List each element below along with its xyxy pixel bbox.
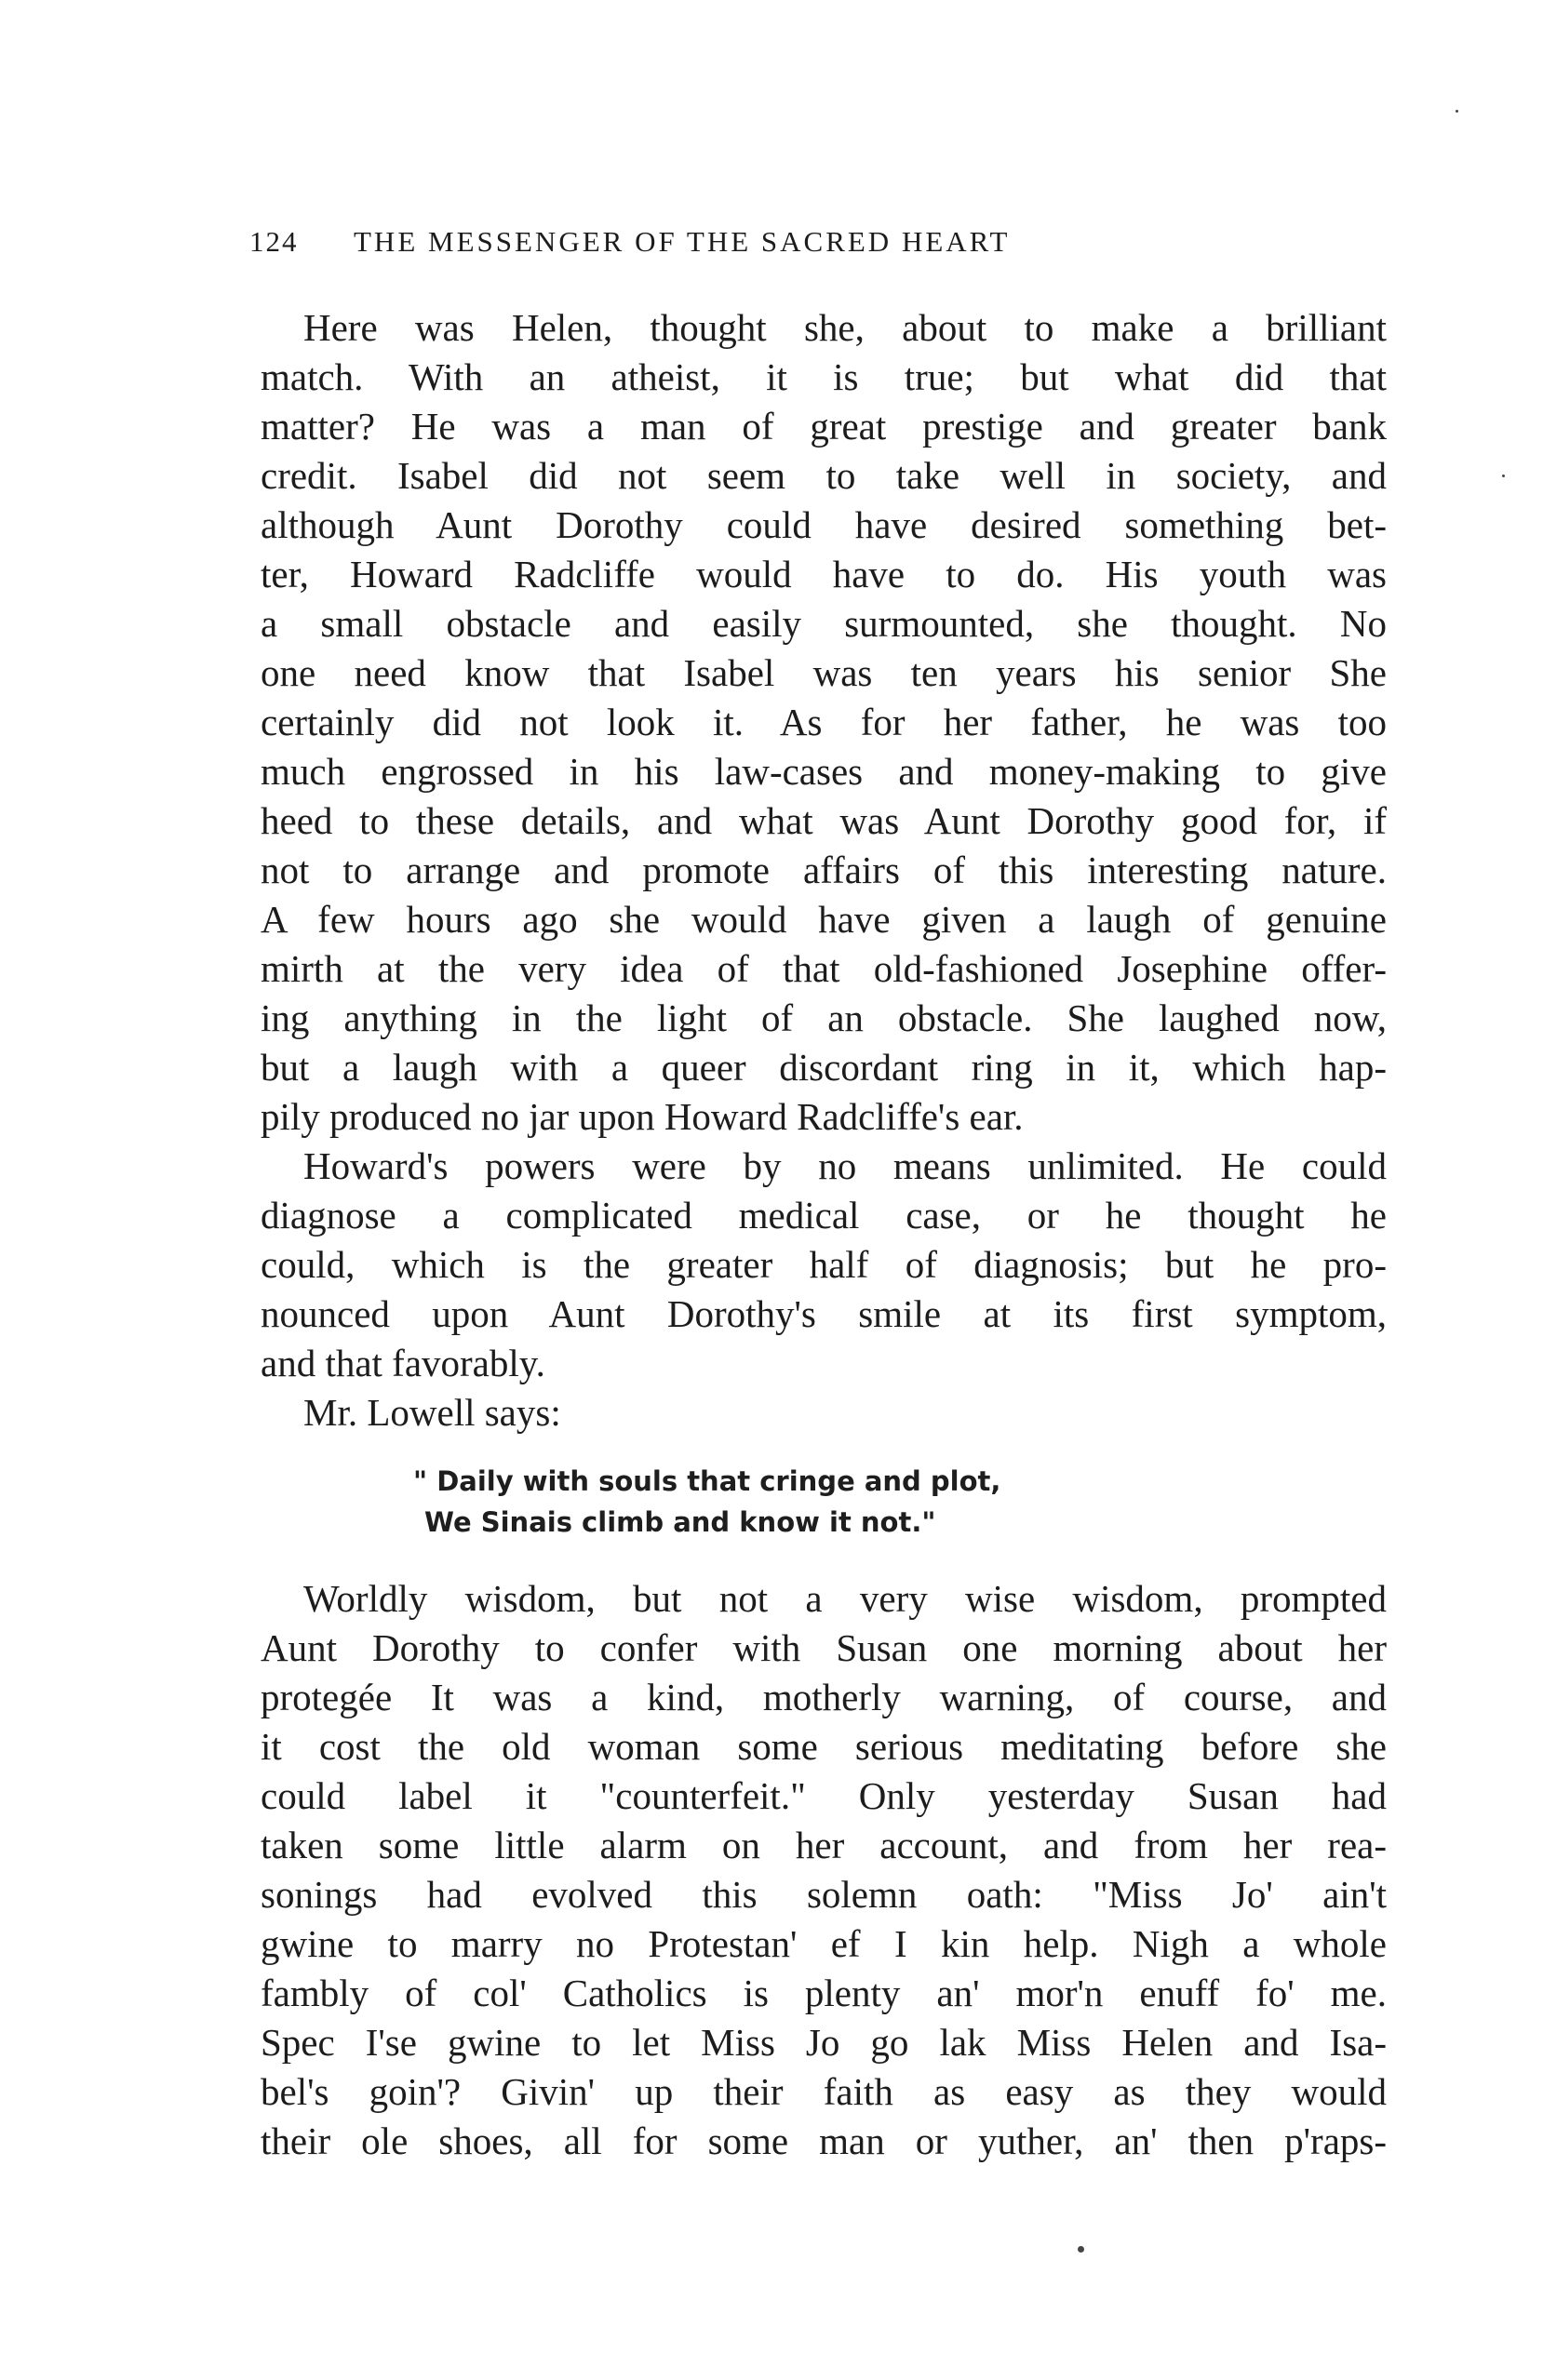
text-line: could, which is the greater half of diagnosis; but he pro- — [261, 1243, 1387, 1286]
verse-line: We Sinais climb and know it not." — [424, 1506, 936, 1538]
scan-speck — [1456, 110, 1458, 113]
text-line: Howard's powers were by no means unlimited. He could — [303, 1144, 1387, 1187]
text-line: could label it "counterfeit." Only yesterday Susan had — [261, 1774, 1387, 1817]
text-line: diagnose a complicated medical case, or he thought he — [261, 1194, 1387, 1237]
text-line: one need know that Isabel was ten years his senior She — [261, 651, 1387, 694]
text-line: although Aunt Dorothy could have desired something bet- — [261, 503, 1387, 546]
text-line: a small obstacle and easily surmounted, she thought. No — [261, 602, 1387, 645]
text-line: Worldly wisdom, but not a very wise wisdom, prompted — [303, 1577, 1387, 1620]
text-line: taken some little alarm on her account, and from her rea- — [261, 1824, 1387, 1866]
text-line: not to arrange and promote affairs of this interesting nature. — [261, 849, 1387, 891]
text-line: ter, Howard Radcliffe would have to do. His youth was — [261, 553, 1387, 595]
running-header — [249, 225, 1217, 266]
text-line: it cost the old woman some serious meditating before she — [261, 1725, 1387, 1768]
text-line: bel's goin'? Givin' up their faith as easy as they would — [261, 2070, 1387, 2113]
running-title: THE MESSENGER OF THE SACRED HEART — [354, 225, 1011, 258]
scan-speck — [1502, 475, 1505, 477]
text-line: sonings had evolved this solemn oath: "Miss Jo' ain't — [261, 1873, 1387, 1916]
text-line: match. With an atheist, it is true; but what did that — [261, 355, 1387, 398]
scan-speck — [1078, 2246, 1084, 2253]
text-line: mirth at the very idea of that old-fashioned Josephine offer- — [261, 947, 1387, 990]
text-line: Mr. Lowell says: — [303, 1391, 561, 1434]
text-line: fambly of col' Catholics is plenty an' mor'n enuff fo' me. — [261, 1972, 1387, 2014]
text-line: heed to these details, and what was Aunt Dorothy good for, if — [261, 799, 1387, 842]
text-line: their ole shoes, all for some man or yuther, an' then p'raps- — [261, 2119, 1387, 2162]
text-line: nounced upon Aunt Dorothy's smile at its first symptom, — [261, 1292, 1387, 1335]
text-line: ing anything in the light of an obstacle. She laughed now, — [261, 996, 1387, 1039]
text-line: protegée It was a kind, motherly warning, of course, and — [261, 1676, 1387, 1718]
text-line: gwine to marry no Protestan' ef I kin help. Nigh a whole — [261, 1922, 1387, 1965]
text-line: certainly did not look it. As for her father, he was too — [261, 701, 1387, 743]
text-line: A few hours ago she would have given a laugh of genuine — [261, 898, 1387, 941]
text-line: pily produced no jar upon Howard Radcliffe's ear. — [261, 1095, 1024, 1138]
text-line: and that favorably. — [261, 1342, 545, 1384]
text-line: credit. Isabel did not seem to take well in society, and — [261, 454, 1387, 497]
text-line: matter? He was a man of great prestige and greater bank — [261, 405, 1387, 448]
text-line: Aunt Dorothy to confer with Susan one morning about her — [261, 1626, 1387, 1669]
text-line: but a laugh with a queer discordant ring in it, which hap- — [261, 1046, 1387, 1089]
text-line: much engrossed in his law-cases and money-making to give — [261, 750, 1387, 793]
text-line: Spec I'se gwine to let Miss Jo go lak Miss Helen and Isa- — [261, 2021, 1387, 2064]
page-number: 124 — [249, 225, 299, 258]
text-line: Here was Helen, thought she, about to make a brilliant — [303, 306, 1387, 349]
verse-line: " Daily with souls that cringe and plot, — [413, 1465, 1001, 1497]
